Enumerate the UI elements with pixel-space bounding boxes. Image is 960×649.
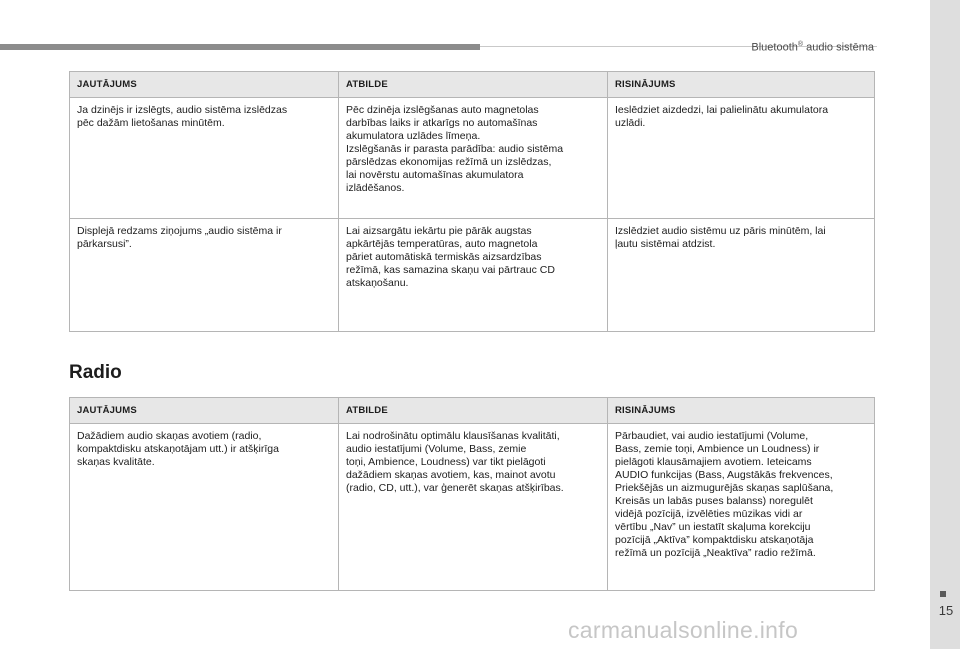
answer-cell: Lai aizsargātu iekārtu pie pārāk augstas apkārtējās temperatūras, auto magnetola pāriet automātiskā termiskās aizsardzības režīmā, kas samazina skaņu vai pārtrauc CD atskaņošanu. <box>339 219 608 332</box>
page-marker-square <box>940 591 946 597</box>
column-header-answer: ATBILDE <box>339 398 608 424</box>
answer-cell: Lai nodrošinātu optimālu klausīšanas kvalitāti, audio iestatījumi (Volume, Bass, zemie toņi, Ambience, Loudness) var tikt pielāgoti dažādiem skaņas avotiem, kas, mainot avotu (radio, CD, utt.), var ģenerēt skaņas atšķirības. <box>339 424 608 591</box>
page-edge-strip <box>930 0 960 649</box>
faq-table-radio <box>69 397 875 591</box>
question-cell: Ja dzinējs ir izslēgts, audio sistēma izslēdzas pēc dažām lietošanas minūtēm. <box>70 98 339 219</box>
page-header-title: Bluetooth® audio sistēma <box>751 41 874 54</box>
column-header-question: JAUTĀJUMS <box>70 398 339 424</box>
solution-cell: Pārbaudiet, vai audio iestatījumi (Volume, Bass, zemie toņi, Ambience un Loudness) ir pielāgoti klausāmajiem avotiem. Ieteicams AUDIO funkcijas (Bass, Augstākās frekvences, Priekšējās un aizmugurējās skaņas saplūšana, Kreisās un labās puses balanss) noregulēt vidējā pozīcijā, izvēlēties mūzikas vidi ar vērtību „Nav” un iestatīt skaļuma korekciju pozīcijā „Aktīva” kompaktdisku atskaņotāja režīmā un pozīcijā „Neaktīva” radio režīmā. <box>608 424 875 591</box>
answer-cell: Pēc dzinēja izslēgšanas auto magnetolas darbības laiks ir atkarīgs no automašīnas akumulatora uzlādes līmeņa. Izslēgšanās ir parasta parādība: audio sistēma pārslēdzas ekonomijas režīmā un izslēdzas, lai novērstu automašīnas akumulatora izlādēšanos. <box>339 98 608 219</box>
solution-cell: Izslēdziet audio sistēmu uz pāris minūtēm, lai ļautu sistēmai atdzist. <box>608 219 875 332</box>
column-header-solution: RISINĀJUMS <box>608 72 875 98</box>
table-row <box>70 219 875 332</box>
faq-table-general <box>69 71 875 332</box>
column-header-question: JAUTĀJUMS <box>70 72 339 98</box>
watermark-text: carmanualsonline.info <box>568 617 799 643</box>
question-cell: Displejā redzams ziņojums „audio sistēma ir pārkarsusi”. <box>70 219 339 332</box>
column-header-answer: ATBILDE <box>339 72 608 98</box>
table-row <box>70 98 875 219</box>
column-header-solution: RISINĀJUMS <box>608 398 875 424</box>
table-header-row <box>70 72 875 98</box>
header-rule-thick <box>0 44 480 50</box>
table-header-row <box>70 398 875 424</box>
solution-cell: Ieslēdziet aizdedzi, lai palielinātu akumulatora uzlādi. <box>608 98 875 219</box>
section-heading-radio: Radio <box>69 362 122 383</box>
table-row <box>70 424 875 591</box>
page-number: 15 <box>938 603 954 618</box>
question-cell: Dažādiem audio skaņas avotiem (radio, kompaktdisku atskaņotājam utt.) ir atšķirīga skaņas kvalitāte. <box>70 424 339 591</box>
